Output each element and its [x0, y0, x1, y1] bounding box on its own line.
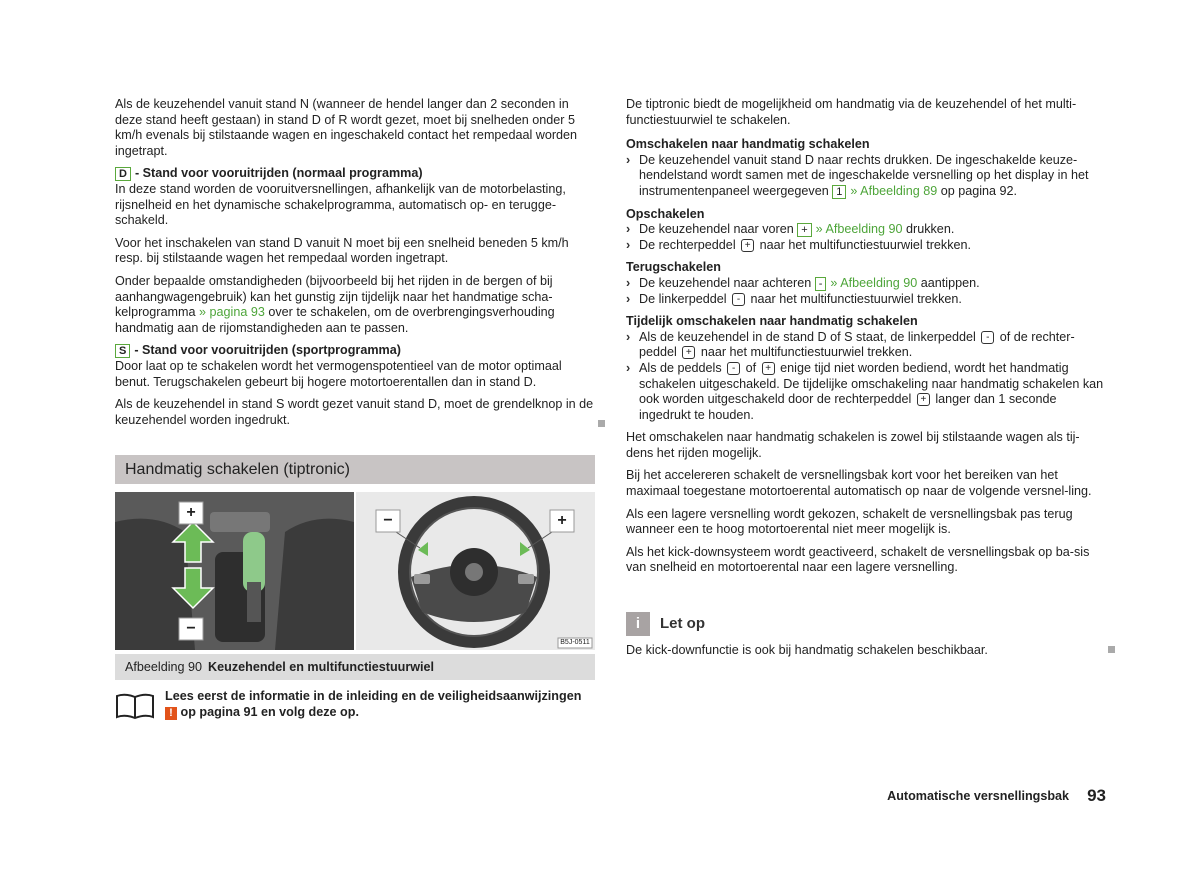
- paragraph: Onder bepaalde omstandigheden (bijvoorbeeld bij het rijden in de bergen of bij aanhangwagengebruik) kan het gunstig zijn tijdelijk naar het handmatige scha-kelprogramma » pagina 93 over te schakelen, om de overbrengingsverhouding handmatig aan de rijomstandigheden aan te passen.: [115, 273, 555, 335]
- paragraph: De tiptronic biedt de mogelijkheid om handmatig via de keuzehendel of het multi-functiestuurwiel te schakelen.: [626, 97, 1077, 127]
- figure-caption: [115, 654, 595, 680]
- heading: Omschakelen naar handmatig schakelen: [626, 137, 870, 152]
- paragraph: Als de keuzehendel in stand S wordt gezet vanuit stand D, moet de grendelknop in de keuzehendel worden ingedrukt.: [115, 397, 594, 427]
- s-title: - Stand voor vooruitrijden (sportprogramma): [134, 343, 401, 358]
- d-key: D: [115, 167, 131, 181]
- plus-label: +: [557, 512, 567, 529]
- paddle-plus-icon: +: [762, 362, 775, 375]
- paragraph: Als het kick-downsysteem wordt geactiveerd, schakelt de versnellingsbak op ba-sis van snelheid en motortoerental naar een lagere versnelling.: [626, 544, 1090, 575]
- left-column: [115, 97, 595, 435]
- figure-link[interactable]: » Afbeelding 89: [850, 183, 938, 198]
- chevron-icon: ›: [626, 275, 631, 290]
- chevron-icon: ›: [626, 360, 631, 375]
- bullet: › Als de keuzehendel in de stand D of S staat, de linkerpeddel - of de rechter-peddel + naar het multifunctiestuurwiel trekken.: [626, 329, 1075, 360]
- s-section: [115, 343, 595, 390]
- paragraph: Bij het accelereren schakelt de versnellingsbak kort voor het bereiken van het maximaal toegestane motortoerental automatisch op naar de volgende versnel-ling.: [626, 468, 1092, 499]
- page-footer: [700, 786, 1106, 806]
- section-title: Handmatig schakelen (tiptronic): [115, 455, 595, 484]
- heading: Opschakelen: [626, 206, 705, 221]
- paddle-plus-icon: +: [682, 346, 695, 359]
- d-title: - Stand voor vooruitrijden (normaal programma): [134, 166, 423, 181]
- gear-lever-illustration: [115, 492, 354, 650]
- page-link[interactable]: » pagina 93: [199, 305, 265, 320]
- chevron-icon: ›: [626, 222, 631, 237]
- figure-link[interactable]: » Afbeelding 90: [815, 222, 903, 237]
- page-number: 93: [1087, 786, 1106, 805]
- paragraph: Het omschakelen naar handmatig schakelen is zowel bij stilstaande wagen als tij-dens het rijden mogelijk.: [626, 430, 1080, 460]
- paddle-minus-icon: -: [981, 331, 994, 344]
- s-text: Door laat op te schakelen wordt het vermogenspotentieel van de motor optimaal benut. Terugschakelen gebeurt bij hogere motortoerentallen dan in stand D.: [115, 358, 562, 389]
- chevron-icon: ›: [626, 291, 631, 306]
- end-mark: [598, 420, 605, 427]
- read-first-note: Lees eerst de informatie in de inleiding en de veiligheidsaanwijzingen ! op pagina 91 en volg deze op.: [115, 689, 595, 720]
- minus-label: −: [186, 620, 196, 637]
- paragraph: Als een lagere versnelling wordt gekozen, schakelt de versnellingsbak pas terug wanneer een te hoog motortoerental niet meer mogelijk is.: [626, 506, 1073, 537]
- chevron-icon: ›: [626, 329, 631, 344]
- paragraph: Als de keuzehendel vanuit stand N (wanneer de hendel langer dan 2 seconden in deze stand heeft gestaan) in stand D of R wordt gezet, moet bij snelheden onder 5 km/h evenals bij stilstaande wagen en ingeschakeld contact het rempedaal worden ingetrapt.: [115, 97, 578, 158]
- figure-number: Afbeelding 90: [125, 660, 203, 674]
- figure-gear-lever: [115, 492, 354, 650]
- bullet: › De keuzehendel vanuit stand D naar rechts drukken. De ingeschakelde keuze-hendelstand wordt samen met de ingeschakelde versnelling op het display in het instrumentenpaneel weergegeven 1 » Afbeelding 89 op pagina 92.: [626, 152, 1089, 198]
- heading: Tijdelijk omschakelen naar handmatig schakelen: [626, 314, 918, 329]
- figure-code: B5J-0511: [560, 639, 590, 646]
- info-icon: i: [626, 612, 650, 636]
- heading: Terugschakelen: [626, 260, 721, 275]
- minus-label: −: [383, 512, 393, 529]
- right-column: [626, 97, 1106, 583]
- figure-steering-wheel: [356, 492, 595, 650]
- paddle-minus-icon: -: [727, 362, 740, 375]
- bullet: › De rechterpeddel + naar het multifunctiestuurwiel trekken.: [626, 237, 972, 252]
- book-icon: [115, 692, 155, 720]
- footer-section: Automatische versnellingsbak: [887, 789, 1070, 803]
- note-box: [626, 612, 1106, 636]
- bullet: › De keuzehendel naar achteren - » Afbeelding 90 aantippen.: [626, 275, 980, 290]
- note-text: De kick-downfunctie is ook bij handmatig schakelen beschikbaar.: [626, 643, 988, 657]
- d-text: In deze stand worden de vooruitversnellingen, afhankelijk van de motorbelasting, rijsnelheid en het dynamische schakelprogramma, automatisch op- en terugge-schakeld.: [115, 181, 566, 228]
- paddle-plus-icon: +: [741, 239, 754, 252]
- d-section: [115, 166, 595, 228]
- warning-icon: !: [165, 707, 177, 720]
- plus-label: +: [186, 504, 196, 521]
- bullet: › De keuzehendel naar voren + » Afbeelding 90 drukken.: [626, 222, 955, 237]
- end-mark: [1108, 646, 1115, 653]
- paddle-minus-icon: -: [732, 293, 745, 306]
- paddle-plus-icon: +: [917, 393, 930, 406]
- paragraph: Voor het inschakelen van stand D vanuit N moet bij een snelheid beneden 5 km/h resp. bij stilstaande wagen het rempedaal worden ingetrapt.: [115, 235, 569, 266]
- s-key: S: [115, 344, 130, 358]
- note-label: Let op: [660, 615, 705, 632]
- bullet: › De linkerpeddel - naar het multifunctiestuurwiel trekken.: [626, 291, 962, 306]
- bullet: › Als de peddels - of + enige tijd niet worden bediend, wordt het handmatig schakelen uitgeschakeld. De tijdelijke omschakeling naar handmatig schakelen kan ook worden uitgeschakeld door de rechterpeddel + langer dan 1 seconde ingedrukt te houden.: [626, 360, 1104, 422]
- chevron-icon: ›: [626, 237, 631, 252]
- figure-link[interactable]: » Afbeelding 90: [830, 275, 918, 290]
- chevron-icon: ›: [626, 152, 631, 167]
- figure-title: Keuzehendel en multifunctiestuurwiel: [208, 660, 435, 674]
